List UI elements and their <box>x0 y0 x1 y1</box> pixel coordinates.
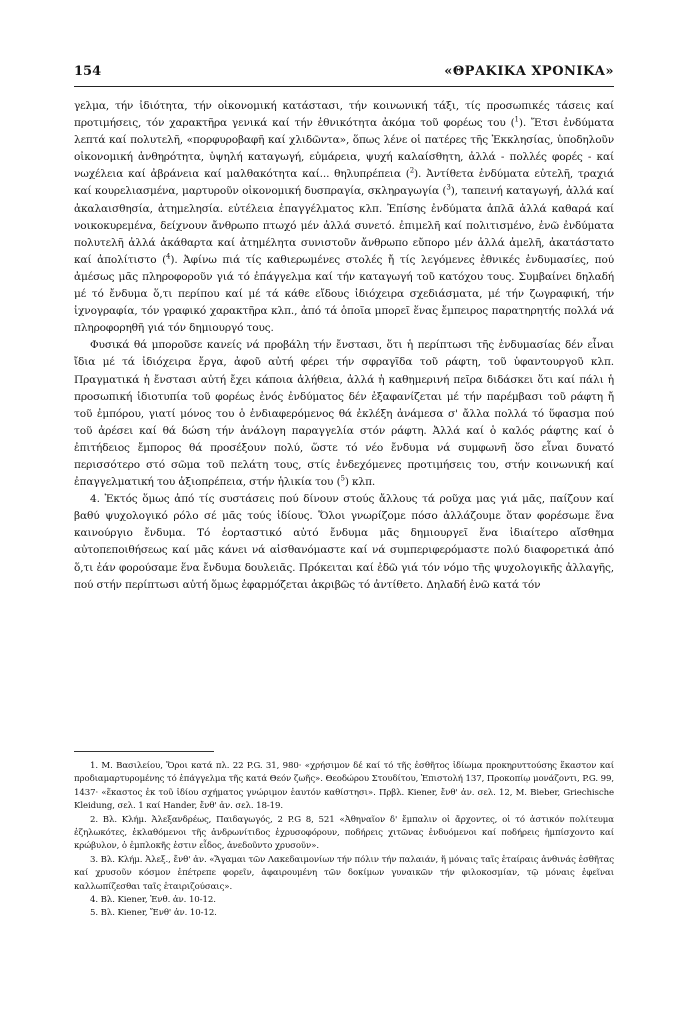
page-header <box>74 64 614 84</box>
running-title: «ΘΡΑΚΙΚΑ ΧΡΟΝΙΚΑ» <box>444 64 614 79</box>
footnote-ref: 2 <box>409 166 414 175</box>
text-run: . Ἔτσι ἐνδύματα λεπτά καί πολυτελῆ, «πορφυροβαφῆ καί χλιδῶντα», ὅπως λένε οἱ πατέρες τῆς Ἐκκλησίας, ὑποδηλοῦν οἰκονομική ἀνθηρότητα, ὑψηλή καταγωγή, εὐμάρεια, ψυχή καλαίσθητη, ἀλλά - πολλές φορές - καί νωχέλεια καί ἀβράνεια καί μαλθακότητα καί... θηλυπρέπεια <box>74 117 614 181</box>
main-text <box>74 98 614 594</box>
header-rule <box>74 86 614 87</box>
footnotes <box>74 760 614 921</box>
footnote-ref: 4 <box>166 252 171 261</box>
text-run: . Ἀντίθετα ἐνδύματα εὐτελῆ, τραχιά καί κουρελιασμένα, μαρτυροῦν οἰκονομική δυσπραγία, σκληραγωγία <box>74 168 614 198</box>
footnote: 1. Μ. Βασιλείου, Ὅροι κατά πλ. 22 P.G. 31, 980· «χρήσιμον δέ καί τό τῆς ἐσθῆτος ἰδίωμα προκηρυττούσης ἕκαστον καί προδιαμαρτυρομένης τό ἐπάγγελμα τῆς κατά Θεόν ζωῆς». Θεοδώρου Στουδίτου, Ἐπιστολή 137, Προκοπίῳ μονάζοντι, P.G. 99, 1437· «ἕκαστος ἐκ τοῦ ἰδίου σχήματος γνώριμον ἑαυτόν καθίστησι». Πρβλ. Kiener, ἔνθ' ἀν. σελ. 12, M. Bieber, Griechische Kleidung, σελ. 1 καί Hander, ἔνθ' ἀν. σελ. 18-19. <box>74 761 614 812</box>
footnote: 4. Βλ. Kiener, Ἐνθ. ἀν. 10-12. <box>90 895 216 906</box>
footnote-ref: 1 <box>514 115 519 124</box>
footnote-ref: 5 <box>340 474 345 483</box>
paragraph: 4. Ἐκτός ὅμως ἀπό τίς συστάσεις πού δίνουν στούς ἄλλους τά ροῦχα μας γιά μᾶς, παίζουν καί βαθύ ψυχολογικό ρόλο σέ μᾶς τούς ἰδίους. Ὅλοι γνωρίζομε πόσο ἀλλάζουμε ὅταν φορέσωμε ἕνα καινούργιο ἔνδυμα. Τό ἑορταστικό αὐτό ἔνδυμα μᾶς δημιουργεῖ ἕνα ἰδιαίτερο αἴσθημα αὐτοπεποιθήσεως καί μᾶς κάνει νά αἰσθανόμαστε καί νά συμπεριφερόμαστε πολύ διαφορετικά ἀπό ὅ,τι ἐάν φορούσαμε ἕνα ἔνδυμα δουλειᾶς. Πρόκειται καί ἐδῶ γιά τόν νόμο τῆς ψυχολογικῆς ἀλλαγῆς, πού στήν περίπτωσι αὐτή ὅμως ἐφαρμόζεται ἀκριβῶς τό ἀντίθετο. Δηλαδή ἐνῶ κατά τόν <box>74 493 614 591</box>
text-run: κλπ. <box>348 476 376 489</box>
footnote-rule <box>74 751 214 752</box>
footnote-ref: 3 <box>446 183 451 192</box>
page-number: 154 <box>74 64 102 79</box>
paragraph: Φυσικά θά μποροῦσε κανείς νά προβάλη τήν ἔνστασι, ὅτι ἡ περίπτωσι τῆς ἐνδυμασίας δέν εἶναι ἴδια μέ τά ἰδιόχειρα ἔργα, ἀφοῦ αὐτή φέρει τήν σφραγῖδα τοῦ ράφτη, τοῦ ὑφαντουργοῦ κλπ. Πραγματικά ἡ ἔνστασι αὐτή ἔχει κάποια ἀλήθεια, ἀλλά ἡ καθημερινή πεῖρα διδάσκει ὅτι καί πάλι ἡ προσωπική ἰδιοτυπία τοῦ φορέως ἑνός ἐνδύματος δέν ἐξαφανίζεται μέ τήν παρέμβασι τοῦ ράφτη ἤ τοῦ ἐμπόρου, γιατί μόνος του ὁ ἐνδιαφερόμενος θά ἐκλέξη ἀνάμεσα σ' ἄλλα πολλά τό ὕφασμα πού τοῦ ἀρέσει καί θά δώση τήν ἀνάλογη παραγγελία στόν ράφτη. Ἀλλά καί ὁ καλός ράφτης καί ὁ ἐπιτήδειος ἔμπορος θά προσέξουν πολύ, ὥστε τό νέο ἔνδυμα νά συμφωνῆ ὅσο εἶναι δυνατό περισσότερο στό σῶμα τοῦ πελάτη τους, στίς ἐνδεχόμενες προτιμήσεις του, στήν κοινωνική καί ἐπαγγελματική του ἀξιοπρέπεια, στήν ἡλικία του ($^5$) κλπ. <box>74 339 614 489</box>
footnote: 2. Βλ. Κλήμ. Ἀλεξανδρέως, Παιδαγωγός, 2 P.G 8, 521 «Ἀθηναῖον δ' ἔμπαλιν οἱ ἄρχοντες, οἱ τό ἀστικόν πολίτευμα ἐζηλωκότες, ἐκλαθόμενοι τῆς ἀνδρωνίτιδος ἐχρυσοφόρουν, ποδήρεις χιτῶνας ἐνδυόμενοι καί ποδήρεις ἡμπίσχοντο καί κρώβυλον, ὁ ἐμπλοκῆς ἐστιν εἶδος, ἀνεδοῦντο χρυσοῦν». <box>74 814 614 852</box>
text-run: . Ἀφίνω πιά τίς καθιερωμένες στολές ἤ τίς λεγόμενες ἐθνικές ἐνδυμασίες, πού ἀμέσως μᾶς πληροφοροῦν γιά τό ἐπάγγελμα καί τήν καταγωγή τοῦ κατόχου τους. Συμβαίνει δηλαδή μέ τό ἔνδυμα ὅ,τι περίπου καί μέ τά κάθε εἴδους ἰδιόχειρα σχεδιάσματα, μέ τήν ζωγραφική, τήν ἰχνογραφία, τόν γραφικό χαρακτῆρα κλπ., ἀπό τά ὁποῖα μπορεῖ ἕνας ἔμπειρος παρατηρητής πολλά νά πληροφορηθῆ γιά τόν δημιουργό τους. <box>74 253 614 335</box>
text-run: , ταπεινή καταγωγή, ἀλλά καί ἀκαλαισθησία, ἀτημελησία. εὐτέλεια ἐπαγγέλματος κλπ. Ἐπίσης ἐνδύματα ἁπλᾶ ἀλλά καθαρά καί νοικοκυρεμένα, δείχνουν ἄνθρωπο πτωχό μέν ἀλλά συνετό. ἐπιμελῆ καί πολιτισμένο, ἐνῶ ἐνδύματα πολυτελῆ ἀλλά ἀκάθαρτα καί ἀτημέλητα συνιστοῦν ἄνθρωπο εὔπορο μέν ἀλλά ἀμελῆ, ἀκατάστατο καί ἀπολίτιστο <box>74 185 615 266</box>
footnote: 3. Βλ. Κλήμ. Ἀλεξ., ἔνθ' ἀν. «Ἄγαμαι τῶν Λακεδαιμονίων τήν πόλιν τήν παλαιάν, ἥ μόναις ταῖς ἑταίραις ἀνθινάς ἐσθῆτας καί χρυσοῦν κόσμον ἐπέτρεπε φορεῖν, ἀφαιρουμένη τῶν δοκίμων γυναικῶν τήν φιλοκοσμίαν, τῷ μόναις ἐφεῖναι καλλωπίζεσθαι ταῖς ἑταιριζούσαις». <box>74 854 614 892</box>
paragraph: γελμα, τήν ἰδιότητα, τήν οἰκονομική κατάστασι, τήν κοινωνική τάξι, τίς προσωπικές τάσεις καί προτιμήσεις, τόν χαρακτῆρα γενικά καί τήν ἐθνικότητα ἀκόμα τοῦ φορέως του ($^1$). Ἔτσι ἐνδύματα λεπτά καί πολυτελῆ, «πορφυροβαφῆ καί χλιδῶντα», ὅπως λένε οἱ πατέρες τῆς Ἐκκλησίας, ὑποδηλοῦν οἰκονομική ἀνθηρότητα, ὑψηλή καταγωγή, εὐμάρεια, ψυχή καλαίσθητη, ἀλλά - πολλές φορές - καί νωχέλεια καί ἀβράνεια καί μαλθακότητα καί... θηλυπρέπεια ($^2$). Ἀντίθετα ἐνδύματα εὐτελῆ, τραχιά καί κουρελιασμένα, μαρτυροῦν οἰκονομική δυσπραγία, σκληραγωγία ($^3$), ταπεινή καταγωγή, ἀλλά καί ἀκαλαισθησία, ἀτημελησία. εὐτέλεια ἐπαγγέλματος κλπ. Ἐπίσης ἐνδύματα ἁπλᾶ ἀλλά καθαρά καί νοικοκυρεμένα, δείχνουν ἄνθρωπο πτωχό μέν ἀλλά συνετό. ἐπιμελῆ καί πολιτισμένο, ἐνῶ ἐνδύματα πολυτελῆ ἀλλά ἀκάθαρτα καί ἀτημέλητα συνιστοῦν ἄνθρωπο εὔπορο μέν ἀλλά ἀμελῆ, ἀκατάστατο καί ἀπολίτιστο ($^4$). Ἀφίνω πιά τίς καθιερωμένες στολές ἤ τίς λεγόμενες ἐθνικές ἐνδυμασίες, πού ἀμέσως μᾶς πληροφοροῦν γιά τό ἐπάγγελμα καί τήν καταγωγή τοῦ κατόχου τους. Συμβαίνει δηλαδή μέ τό ἔνδυμα ὅ,τι περίπου καί μέ τά κάθε εἴδους ἰδιόχειρα σχεδιάσματα, μέ τήν ζωγραφική, τήν ἰχνογραφία, τόν γραφικό χαρακτῆρα κλπ., ἀπό τά ὁποῖα μπορεῖ ἕνας ἔμπειρος παρατηρητής πολλά νά πληροφορηθῆ γιά τόν δημιουργό τους. <box>74 100 615 335</box>
footnote: 5. Βλ. Kiener, Ἔνθ' ἀν. 10-12. <box>90 908 217 919</box>
text-run: Φυσικά θά μποροῦσε κανείς νά προβάλη τήν ἔνστασι, ὅτι ἡ περίπτωσι τῆς ἐνδυμασίας δέν εἶναι ἴδια μέ τά ἰδιόχειρα ἔργα, ἀφοῦ αὐτή φέρει τήν σφραγῖδα τοῦ ράφτη, τοῦ ὑφαντουργοῦ κλπ. Πραγματικά ἡ ἔνστασι αὐτή ἔχει κάποια ἀλήθεια, ἀλλά ἡ καθημερινή πεῖρα διδάσκει ὅτι καί πάλι ἡ προσωπική ἰδιοτυπία τοῦ φορέως ἑνός ἐνδύματος δέν ἐξαφανίζεται μέ τήν παρέμβασι τοῦ ράφτη ἤ τοῦ ἐμπόρου, γιατί μόνος του ὁ ἐνδιαφερόμενος θά ἐκλέξη ἀνάμεσα σ' ἄλλα πολλά τό ὕφασμα πού τοῦ ἀρέσει καί θά δώση τήν ἀνάλογη παραγγελία στόν ράφτη. Ἀλλά καί ὁ καλός ράφτης καί ὁ ἐπιτήδειος ἔμπορος θά προσέξουν πολύ, ὥστε τό νέο ἔνδυμα νά συμφωνῆ ὅσο εἶναι δυνατό περισσότερο στό σῶμα τοῦ πελάτη τους, στίς ἐνδεχόμενες προτιμήσεις του, στήν κοινωνική καί ἐπαγγελματική του ἀξιοπρέπεια, στήν ἡλικία του <box>74 339 614 489</box>
text-run: γελμα, τήν ἰδιότητα, τήν οἰκονομική κατάστασι, τήν κοινωνική τάξι, τίς προσωπικές τάσεις καί προτιμήσεις, τόν χαρακτῆρα γενικά καί τήν ἐθνικότητα ἀκόμα τοῦ φορέως του <box>74 100 614 130</box>
